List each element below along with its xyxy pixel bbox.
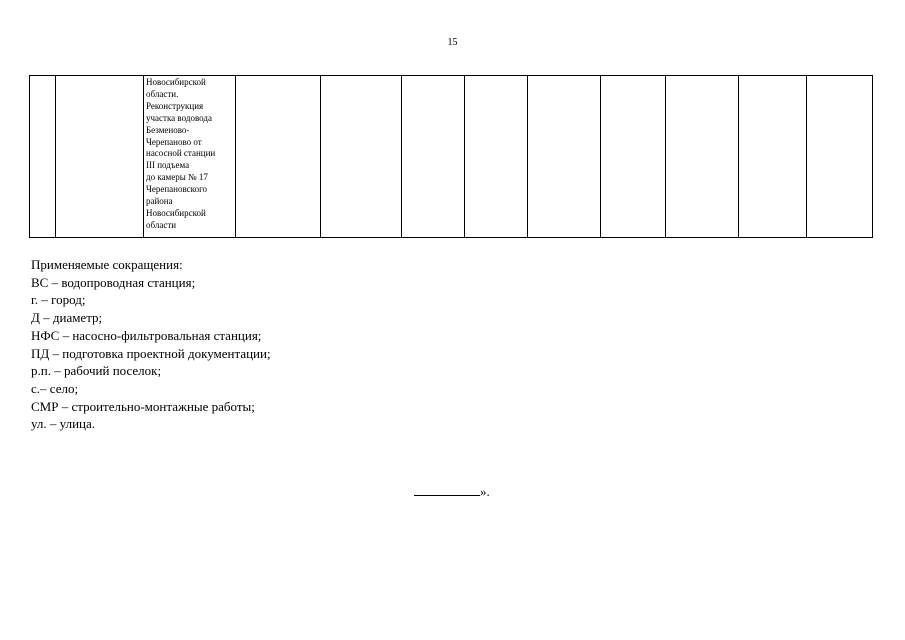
abbreviation-item: р.п. – рабочий поселок; [31, 363, 162, 379]
closing-mark [414, 483, 490, 500]
cell-text-line: области [146, 219, 177, 230]
abbreviation-item: с.– село; [31, 380, 79, 396]
abbreviation-item: ул. – улица. [31, 416, 96, 432]
table-cell [666, 76, 739, 238]
closing-quote: ». [480, 484, 490, 499]
cell-text-line: Реконструкция [146, 100, 204, 111]
page-number: 15 [447, 37, 458, 48]
cell-text-line: района [146, 196, 173, 207]
cell-text-line: насосной станции [146, 148, 216, 159]
abbreviations-heading: Применяемые сокращения: [31, 257, 183, 272]
table-cell-number [30, 76, 56, 238]
table-cell [321, 76, 402, 238]
cell-text-line: Новосибирской [146, 77, 206, 87]
table-row [30, 76, 873, 238]
cell-text-line: области. [146, 88, 179, 99]
table-cell-project-name [144, 76, 236, 238]
table-cell [807, 76, 873, 238]
table-cell [402, 76, 465, 238]
cell-text-line: Черепаново от [146, 136, 202, 147]
cell-text-line: Безменово- [146, 124, 190, 135]
cell-text-line: Новосибирской [146, 207, 206, 218]
abbreviation-item: г. – город; [31, 292, 86, 308]
cell-text-line: до камеры № 17 [146, 172, 208, 183]
cell-text-line: Черепановского [146, 184, 208, 195]
abbreviation-item: ПД – подготовка проектной документации; [31, 345, 271, 361]
abbreviation-item: СМР – строительно-монтажные работы; [31, 398, 255, 414]
abbreviation-item: НФС – насосно-фильтровальная станция; [31, 327, 262, 343]
data-table [29, 75, 873, 238]
abbreviation-item: Д – диаметр; [31, 310, 103, 326]
table-cell-code [56, 76, 144, 238]
abbreviation-item: ВС – водопроводная станция; [31, 274, 196, 290]
table-cell [236, 76, 321, 238]
cell-text-line: участка водовода [146, 112, 212, 123]
table-cell [465, 76, 528, 238]
blank-underline [414, 483, 480, 496]
cell-text-line: III подъема [146, 160, 190, 171]
table-cell [528, 76, 601, 238]
table-cell [601, 76, 666, 238]
table-cell [739, 76, 807, 238]
abbreviations-list [31, 256, 271, 433]
